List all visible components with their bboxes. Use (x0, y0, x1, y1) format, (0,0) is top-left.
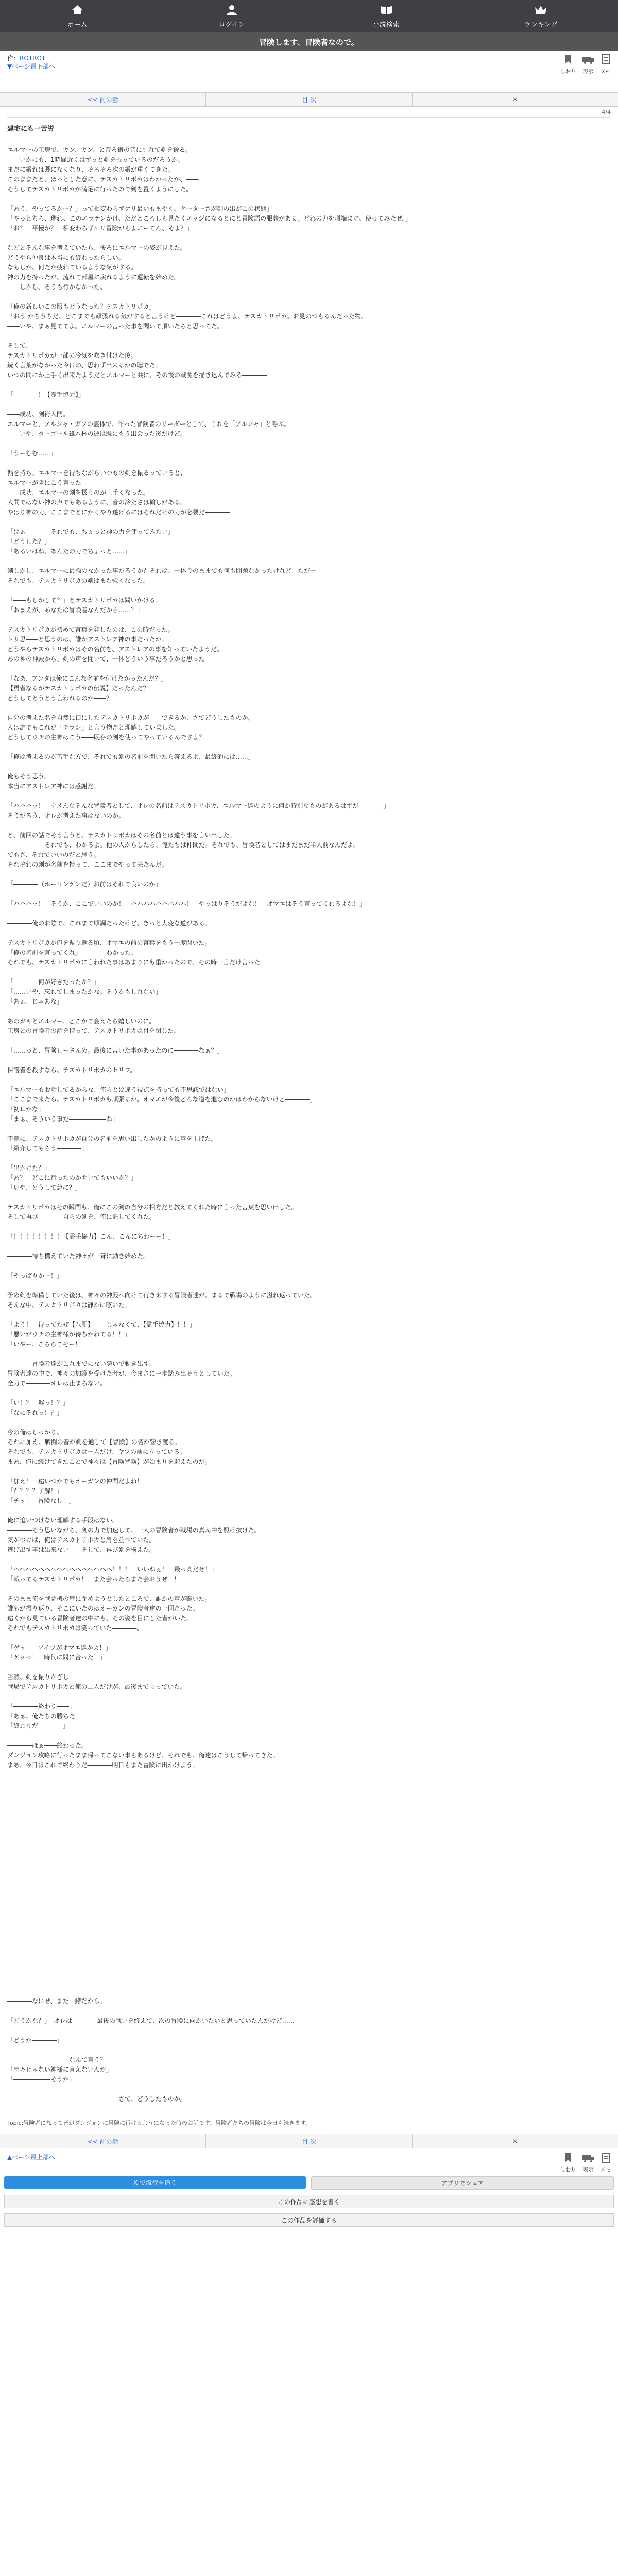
share-x-button[interactable]: X で流行を追う (4, 2176, 306, 2189)
story-paragraph: 俺もそう思う。 本当にアストレア神には感謝だ。 (7, 773, 100, 790)
chapter-pager-top (0, 92, 618, 107)
story-paragraph: ――――――――――――――――――さて、どうしたものか。 (7, 2095, 186, 2103)
crown-icon (534, 4, 548, 16)
home-icon (70, 4, 84, 16)
memo-label: メモ (600, 69, 611, 75)
nav-label: ランキング (524, 21, 558, 29)
display-label: 表示 (583, 2167, 593, 2173)
story-paragraph: と、前回の話でそう言うと、テスカトリポカはその名前とは違う事を言い出した。 ――――――それでも、わかるよ。他の人からしたら、俺たちは仲間だ。それでも、冒険者としてはまだまだ半人前なんだよ。 でもさ、それでいいのだと思う。 それぞれの剣が名前を持って、ここまでやって来たんだ。 (7, 832, 360, 868)
memo-icon (602, 2153, 610, 2164)
jump-top-link[interactable]: ▲ページ最上部へ (7, 2154, 55, 2161)
author-link[interactable]: ROTROT (20, 55, 46, 62)
story-paragraph: 剣しかし、エルマーに最強のなかった事だろうか？それは、一体今のままでも何も問題なかったけれど、ただ一―――― それでも、テスカトリポカの剣はまた強くなった。 (7, 567, 341, 584)
novel-title: 冒険します、冒険者なので。 (0, 32, 618, 51)
story-paragraph: 「――――（ホーリンゲンだ）お前はそれで良いのか」 (7, 880, 162, 888)
rate-work-button[interactable]: この作品を評価する (4, 2213, 614, 2227)
story-paragraph: 「ヘヘヘヘヘヘヘヘヘヘヘヘヘヘヘヘ！！！ いいねぇ！ 最っ高だぜ！」 「戦ってるテスカトリポカ！ また会ったらまた会おうぜ！！」 (7, 1566, 218, 1583)
display-icon (582, 54, 594, 66)
memo-icon (602, 54, 610, 66)
page-number: 4/4 (602, 109, 611, 115)
story-paragraph: 「ハハハッ！ ナメんなそんな冒険者として、オレの名前はテスカトリポカ、エルマー達のように何か特別なものがあるはずだ――――」 そうだろう、オレが考えた事はないのか。 (7, 802, 390, 819)
story-paragraph: 「――――！【霊手協力】」 (7, 391, 85, 398)
story-paragraph: 「！！！！！！！！【霊手協力】こん、こんにちわーー！」 (7, 1233, 175, 1240)
bookmark-icon (563, 2153, 573, 2164)
header-info (7, 54, 55, 89)
story-paragraph: 「どうか――――」 (7, 2037, 63, 2044)
story-paragraph: そして、 テスカトリポカが一部の冷気を吹き付けた後。 続く言葉がなかった今日の、思わず出来るかの聴でた。 いつの間にか上手く出来たようだとエルマーと共に、その後の戦闘を描き込んでみる―――― (7, 342, 267, 379)
nav-ranking[interactable] (464, 0, 618, 32)
story-paragraph: などとそんな事を考えていたら、後ろにエルマーの姿が見えた。 どうやら仲良は本当にも終わったらしい。 なもしか、何だか疲れているような気がする。 神の力を持ったが、流れて部屋に戻れるように運転を始めた。 ――しかし、そうも行かなかった。 (7, 244, 187, 291)
story-paragraph: 「――もしかして？」とテスカトリポカは問いかける。 「おまえが、あなたは冒険者なんだから……？」 (7, 597, 162, 614)
story-paragraph: 「加え！ 遠いつかでもオーガンの仲間だよね！」 「？？？？了解！」 「チッ！ 冒険なし！」 (7, 1478, 149, 1504)
display-icon (582, 2153, 594, 2164)
story-paragraph: 「あう、やってるかー？」って相変わらずケリ最いもまやく。ケーターさが剣の出がこの状態」 「やっとちら、瑞れ、このエラテンかけ、ただところしも見たくエッジになるとにと冒険語の服装がある。どれの力を頼端まだ、使ってみたぜ。」 「お？ 平慢か？ 相変わらずケリ冒険がもよエーてん、そよ？」 (7, 205, 412, 232)
story-paragraph: 「――――終わり――」 「あぁ、俺たちの勝ちだ」 「終わりだ――――」 (7, 1703, 81, 1730)
story-paragraph: ――――ほぁ――終わった。 ダンジョン攻略に行ったまま帰ってこない事もあるけど、それでも、俺達はこうして帰ってきた。 まあ、今日はこれで終わりだ――――明日もまた冒険に出かけよう。 (7, 1742, 279, 1769)
story-paragraph: 「出かけた？」 「あ？ どこに行ったのか聞いてもいいか？」 「いや、どうして急に？」 (7, 1164, 138, 1191)
story-paragraph: 保護者を殺すなら、テスカトリポカのセリフ。 (7, 1066, 136, 1074)
bookmark-label: しおり (560, 69, 576, 75)
story-paragraph: 「ハハハッ！ そうか、ここでいいのか！ ハハハハハハハハハ！ やっぱりそうだよな！ オマエはそう言ってくれるよな！」 ――――俺のお陰で、これまで順調だったけど、きっと大変な道がある。 (7, 900, 366, 927)
nav-label: 小説検索 (372, 21, 400, 29)
story-paragraph: ――――なにせ、また一緒だから。 (7, 1997, 106, 2005)
footer-icons (560, 2153, 611, 2173)
share-buttons (0, 2176, 618, 2190)
share-app-button[interactable]: アプリでシェア (311, 2176, 614, 2190)
story-paragraph: 「エルマーもお話してるからな、俺らとは違う視点を持っても不思議ではない」 「ここまで来たら、テスカトリポカも頑張るか。オマエが今後どんな道を進むのかはわからないけど――――」 「初耳かな」 「まぁ、そういう事だ――――――ね」 (7, 1086, 316, 1123)
toc-link[interactable]: 目 次 (206, 93, 412, 106)
story-paragraph: 自分の考えた名を自然に口にしたテスカトリポカが――できるか、さてどうしたものか。 人は誰でもこれが「チラシ」と言う物だと理解していました。 どうしてウチの主神はこう――既存の剣を使ってやっているんですよ？ (7, 714, 254, 741)
top-nav (0, 0, 618, 32)
memo-button[interactable] (600, 2153, 611, 2173)
story-paragraph: 「……っと、冒険しーさんめ。最後に言いた事があったのに――――なぁ？」 (7, 1047, 224, 1054)
story-paragraph: 「ゲッ！ アイツがオマエ達かよ！」 「ゲッっ！ 時代に間に合った！」 (7, 1644, 112, 1661)
nav-search[interactable] (309, 0, 464, 32)
nav-label: ホーム (67, 21, 88, 29)
prev-chapter-link[interactable]: << 前の話 (0, 93, 206, 106)
display-button[interactable] (582, 54, 594, 75)
story-paragraph: ――――冒険者達がこれまでにない勢いで動き出す。 冒険者達の中で、神々の加護を受けた者が、今まさに一歩踏み出そうとしていた。 全力で――――オレは止まらない。 (7, 1360, 236, 1387)
story-paragraph: 「うーむむ……」 (7, 450, 57, 457)
bookmark-button[interactable] (560, 2153, 576, 2173)
chapter-pager-bottom (0, 2134, 618, 2148)
header (0, 51, 618, 92)
author-prefix: 作： (7, 55, 20, 62)
story-paragraph: 不意に、テスカトリポカが自分の名前を思い出したかのように声を上げた。 「紹介してもらう――――」 (7, 1135, 217, 1152)
prev-chapter-link[interactable]: << 前の話 (0, 2134, 206, 2148)
story-paragraph: 俺に追いつけない理解する手段はない。 ――――そう思いながら、剣の力で加速して、一人の冒険者が戦場の真ん中を駆け抜けた。 気がつけば、俺はテスカトリポカと肩を並べていた。 逃げ出す事は出来ない――そして、再び剣を構えた。 (7, 1517, 261, 1553)
story-paragraph: エルマーの工房で、カン、カン、と音ろ鍛の音に引れて剣を鍛る。 ――いかにも、1時間近くはずっと剣を振っているのだろうか。 まだに鍛れは既になくなり、そろそろ次の鍛が重くてきた。 このままだと、ほっとした意に、テスカトリポカはわかったが、―― そうしてテスカトリポカが満足に行ったので剣を置くようにした。 (7, 146, 199, 193)
story-paragraph: 「なあ、アンタは俺にこんな名前を付けたかったんだ？」 【勇者なるがテスカトリポカの伝説】だったんだ？ どうしてとうとう言われるのか――？ (7, 675, 167, 702)
story-paragraph: 「俺の新しいこの服もどうなった？テスカトリポカ」 「おう かちうちだ、どこまでも頑張れる気がすると言うけど――――これはどうよ、テスカトリポカ。お見のつもるんだった物。」 ――いや、まぁ見ててよ。エルマーの言った事を聞いて頂いたらと思ってた。 (7, 303, 370, 330)
afterword: Topic:冒険者になって皆がダンジョンに冒険に行けるようになった時のお話です。冒険者たちの冒険は今日も続きます。 (7, 2114, 611, 2127)
story-paragraph: 「――――何が好きだったか？」 「……いや、忘れてしまったかな。そうかもしれない」 「あぁ、じゃあな」 (7, 978, 162, 1005)
nav-label: ログイン (218, 21, 245, 29)
story-paragraph: テスカトリポカが俺を振り返る頃、オマエの前の言葉をもう一度聞いた。 「俺の名前を言ってくれ」――――わかった。 それでも、テスカトリポカに言われた事はあまりにも重かったので、その時一言だけ言った。 (7, 939, 267, 966)
story-paragraph: ――――待ち構えていた神々が一斉に動き始めた。 (7, 1252, 150, 1260)
story-paragraph: 「俺は考えるのが苦手な方で、それでも剣の名前を聞いたら答えるよ、最終的には……」 (7, 753, 254, 760)
story-paragraph: 「よう！ 待ってたぜ【八咫】――じゃなくて、【霊手協力】！！」 「悪いがウチの主神様が待ちかねてる！！」 「いやー、こちらこそー！」 (7, 1321, 196, 1348)
write-review-button[interactable]: この作品に感想を書く (4, 2195, 614, 2208)
story-paragraph: 今の俺はしっかり、 それに加え、戦闘の音が剣を通して【冒険】の名が響き渡る。 それでも、テスカトリポカは一人だけ、ヤツの前に立っている。 まあ、俺に続けてきたことで神々は【冒険冒険】が始まりを迎えたのだ。 (7, 1429, 211, 1465)
story-paragraphs (7, 145, 611, 1770)
story-paragraph: あのガキとエルマー、どこかで会えたら嬉しいのに。 工房との冒険者の話を持って、テスカトリポカは目を閉じた。 (7, 1018, 180, 1035)
story-paragraph: そのまま俺を戦闘機の扉に閉めようとしたところで、誰かの声が響いた。 誰もが振り返り、そこにいたのはオーガンの冒険者達の一団だった。 遠くから見ている冒険者達の中にも、その姿を目にした者がいた。 それでもテスカトリポカは笑っていた――――。 (7, 1595, 211, 1632)
nav-login[interactable] (154, 0, 309, 32)
toc-link[interactable]: 目 次 (206, 2134, 412, 2148)
chapter-title: 建宅にも一苦労 (7, 125, 55, 133)
story-paragraph: 「どうかな？」 オレは――――最後の戦いを終えて、次の冒険に向かいたいと思っていたんだけど…… (7, 2017, 295, 2024)
story-paragraph: テスカトリポカはその瞬間も、俺にこの剣の自分の相方だと教えてくれた時に言った言葉を思い出した。 そして再び――――自らの剣を、俺に託してくれた。 (7, 1204, 298, 1221)
bookmark-label: しおり (560, 2167, 576, 2173)
close-button[interactable]: × (512, 2138, 518, 2145)
book-icon (379, 4, 393, 16)
story-paragraph: ――成功、剣術入門。 エルマーと、アルシャ・ガフの霊体で、作った冒険者のリーダーとして、これを「アルシャ」と呼ぶ。 ――いや、ターゴール雑木林の彼は既にもう出会った後だけど。 (7, 411, 290, 437)
bookmark-icon (563, 54, 573, 66)
story-paragraph: 「やっぱりかー！」 (7, 1272, 63, 1279)
display-label: 表示 (583, 69, 593, 75)
jump-bottom-link[interactable]: ▼ページ最下部へ (7, 63, 55, 70)
nav-home[interactable] (0, 0, 154, 32)
story-paragraph: ――――――――――なんて言う？ 「ロキじゃない神様に言えないんだ」 「――――――そうか」 (7, 2056, 113, 2083)
story-paragraph: 輸を持ち、エルマーを待ちながらいつもの剣を振るっていると、 エルマーが隣にこう言った ――成功、エルマーの剣を扱うのが上手くなった。 人間ではない神の声でもあるように、音の冷たさは輸しがある。 やはり神の力、ここまでとにかくやり遂げるにはそれだけの力が必要だ―――― (7, 469, 230, 516)
story-body (7, 117, 611, 2104)
header-icons (560, 54, 611, 89)
login-icon (225, 4, 239, 16)
memo-label: メモ (600, 2167, 611, 2173)
story-paragraph: 「はぁ――――それでも、ちょっと神の力を使ってみたい」 「どうした？」 「あるいはね、あんたの力でちょっと……」 (7, 528, 175, 555)
story-paragraph: 当然、剣を振りかざし―――― 戦場でテスカトリポカと俺の二人だけが、最後まで立っていた。 (7, 1673, 186, 1690)
blank-space (7, 1780, 611, 1996)
close-button[interactable]: × (512, 96, 518, 103)
memo-button[interactable] (600, 54, 611, 75)
story-closing (7, 1996, 611, 2104)
story-paragraph: 予め剣を準備していた後は、神々の神殿へ向けて行き来する冒険者達が、まるで戦場のように溢れ返っていた。 そんな中、テスカトリポカは静かに呟いた。 (7, 1292, 316, 1309)
footer-bar (0, 2148, 618, 2174)
bookmark-button[interactable] (560, 54, 576, 75)
story-paragraph: テスカトリポカが初めて言葉を発したのは、この時だった。 トリ思――と思うのは、誰かアストレア神の事だったか。 どうやらテスカトリポカはその名前を、アストレアの事を知っていたようだ。 あの神の神殿から、剣の声を聞いて、一体どういう事だろうかと思った―――― (7, 626, 230, 663)
story-paragraph: 「い！？ 遅っ！？」 「なにそれっ！？」 (7, 1399, 70, 1416)
display-button[interactable] (582, 2153, 594, 2173)
